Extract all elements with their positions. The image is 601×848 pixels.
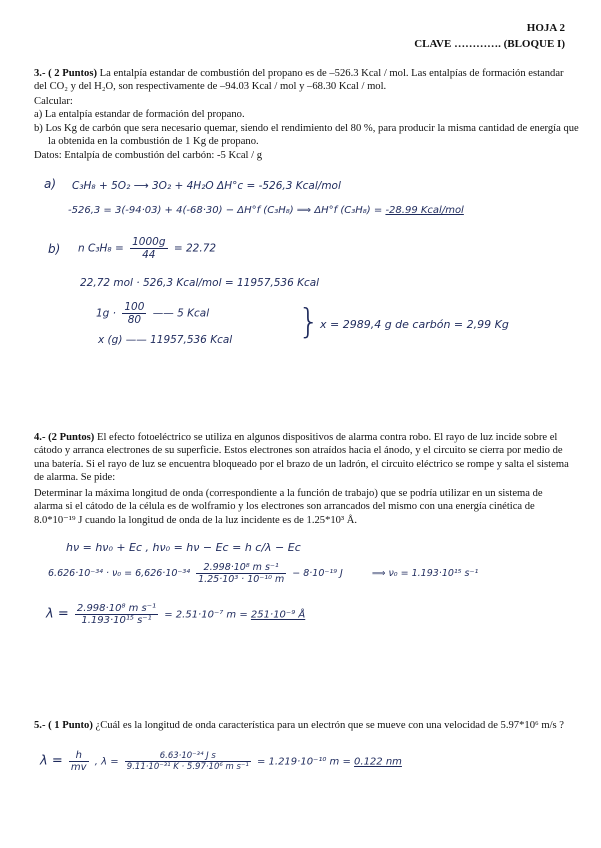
answer-4-line2-fraction [196, 562, 286, 585]
question-3-data: Datos: Entalpía de combustión del carbón: -5 Kcal / g [34, 150, 262, 161]
answer-4-line3-left: λ = [46, 606, 69, 622]
answer-4-line3-fraction [75, 603, 158, 626]
answer-3b-prop1-num: 100 [124, 301, 145, 313]
question-3-calc: Calcular: [34, 96, 73, 107]
answer-5-l2-left: , λ = [94, 756, 119, 768]
question-5-statement [34, 719, 574, 732]
answer-4-line1: hν = hν₀ + Ec , hν₀ = hν − Ec = h c/λ − Ec [66, 541, 301, 554]
question-3-statement [34, 67, 574, 94]
answer-3b-energy: 22,72 mol · 526,3 Kcal/mol = 11957,536 Kcal [80, 277, 320, 289]
answer-3a-equation-left: -526,3 = 3(-94·03) + 4(-68·30) − ΔH°f (C₃H₈) ⟹ ΔH°f (C₃H₈) = [68, 205, 383, 216]
answer-4-line2-mid: − 8·10⁻¹⁹ J [292, 568, 343, 579]
sheet-label: HOJA 2 [526, 22, 565, 34]
answer-3b-prop1-right: —— 5 Kcal [152, 307, 210, 320]
brace-icon: } [298, 302, 320, 342]
answer-3a-result: -28.99 Kcal/mol [385, 205, 464, 216]
question-5-number: 5.- ( 1 Punto) [34, 720, 93, 731]
answer-5-l2-right: = 1.219·10⁻¹⁰ m = [256, 756, 351, 768]
question-3-text: La entalpía estandar de combustión del propano es de –526.3 Kcal / mol. Las entalpías de formación estandar del CO₂ y del H₂O, son respectivamente de –94.03 Kcal / mol y –68.30 Kcal / mol. [34, 68, 564, 93]
answer-5-l1-den: mv [70, 762, 87, 773]
question-4-statement [34, 431, 574, 485]
answer-5-l1-num: h [69, 750, 89, 762]
answer-3a-reaction: C₃H₈ + 5O₂ ⟶ 3O₂ + 4H₂O ΔH°c = -526,3 Kcal/mol [72, 180, 341, 192]
answer-4-line3-num: 2.998·10⁸ m s⁻¹ [76, 603, 157, 614]
answer-key-label: CLAVE …………. (BLOQUE I) [414, 38, 565, 50]
answer-5-l1-fraction [69, 750, 89, 773]
question-3-item-b: b) Los Kg de carbón que sera necesario quemar, siendo el rendimiento del 80 %, para producir la misma cantidad de energía que la obtenida en la combustión de 1 Kg de propano. [34, 123, 579, 148]
answer-3b-label: b) [48, 242, 61, 256]
answer-5-l2-num: 6.63·10⁻³⁴ J s [125, 751, 251, 762]
question-4-text: El efecto fotoeléctrico se utiliza en algunos dispositivos de alarma contra robo. El rayo de luz incide sobre el cátodo y arranca electrones de su superficie. Estos electrones son atraídos hacia el ánodo, y el circuito se cierra por medio de una batería. Si el rayo de luz se encuentra bloqueado por el brazo de un ladrón, el circuito eléctrico se rompe y salta el sistema de alarma. Se pide: [34, 432, 569, 484]
question-4-number: 4.- (2 Puntos) [34, 432, 95, 443]
answer-3b-proportion-1 [96, 301, 209, 326]
answer-3b-result: x = 2989,4 g de carbón = 2,99 Kg [320, 318, 509, 331]
question-5-text: ¿Cuál es la longitud de onda característica para un electrón que se mueve con una velocidad de 5.97*10⁶ m/s ? [95, 720, 564, 731]
answer-3b-moles-fraction [130, 236, 167, 261]
answer-4-line3 [46, 603, 305, 626]
question-4-task: Determinar la máxima longitud de onda (correspondiente a la función de trabajo) que se podría utilizar en un sistema de alarma si el cátodo de la célula es de wolframio y los electrones son arrancados del mismo con una energía cinética de 8.0*10⁻¹⁹ J cuando la longitud de onda de la luz incidente es de 1.25*10³ Å. [34, 488, 543, 526]
answer-5-l1-left: λ = [40, 753, 63, 769]
answer-3b-moles-num: 1000g [132, 236, 166, 248]
answer-4-line2-right: ⟹ ν₀ = 1.193·10¹⁵ s⁻¹ [371, 568, 479, 579]
answer-4-result: 251·10⁻⁹ Å [250, 609, 306, 621]
answer-5 [40, 750, 402, 773]
answer-3b-prop1-left: 1g · [96, 307, 117, 320]
answer-3b-moles-right: = 22.72 [173, 242, 217, 255]
answer-3b-moles [78, 236, 216, 261]
answer-3b-prop1-fraction [122, 301, 146, 326]
answer-5-l2-fraction [125, 751, 251, 772]
answer-5-l2-den: 9.11·10⁻³¹ K · 5.97·10⁶ m s⁻¹ [126, 762, 249, 772]
answer-3b-proportion-2: x (g) —— 11957,536 Kcal [98, 334, 233, 346]
answer-3b-prop1-den: 80 [127, 314, 142, 326]
question-3-item-a: a) La entalpía estandar de formación del propano. [34, 109, 245, 120]
answer-3b-moles-left: n C₃H₈ = [78, 242, 124, 255]
answer-4-line2-den: 1.25·10³ · 10⁻¹⁰ m [198, 574, 285, 585]
question-3-number: 3.- ( 2 Puntos) [34, 68, 97, 79]
answer-4-line3-right: = 2.51·10⁻⁷ m = [164, 609, 248, 621]
answer-3a-equation [68, 205, 464, 216]
answer-4-line2-left: 6.626·10⁻³⁴ · ν₀ = 6,626·10⁻³⁴ [48, 568, 191, 579]
answer-4-line2 [48, 562, 478, 585]
answer-5-result: 0.122 nm [354, 756, 402, 768]
answer-4-line2-num: 2.998·10⁸ m s⁻¹ [196, 562, 286, 574]
answer-3b-moles-den: 44 [142, 249, 156, 261]
answer-4-line3-den: 1.193·10¹⁵ s⁻¹ [81, 615, 152, 626]
answer-3a-label: a) [44, 177, 57, 191]
